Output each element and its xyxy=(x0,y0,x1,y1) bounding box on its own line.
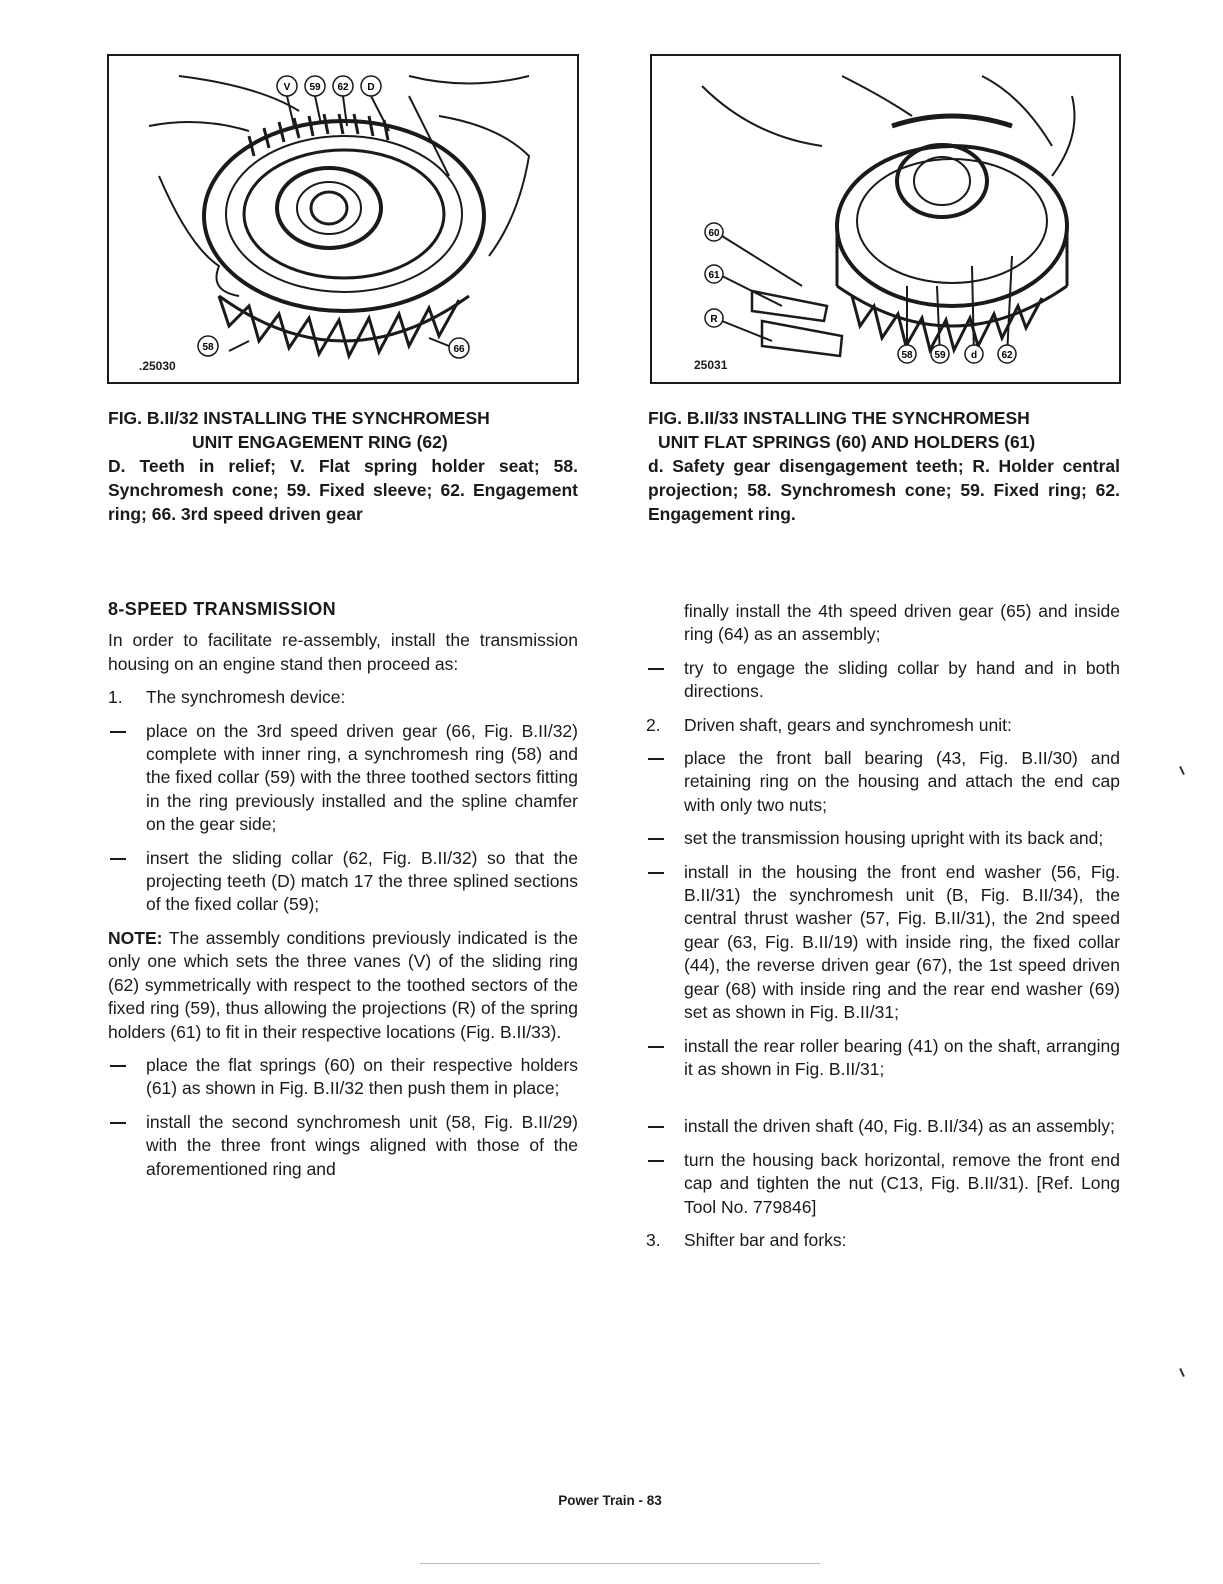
bottom-rule xyxy=(420,1563,820,1564)
spacer xyxy=(646,1091,1120,1115)
callout-59: 59 xyxy=(309,82,321,93)
dash-bullet xyxy=(648,1046,664,1048)
dash-bullet xyxy=(648,668,664,670)
list-item xyxy=(646,1115,1120,1138)
list-item xyxy=(108,720,578,837)
list-item xyxy=(646,657,1120,704)
list-item-text: install in the housing the front end washer (56, Fig. B.II/31) the synchromesh unit (B, Fig. B.II/34), the central thrust washer (57, Fig. B.II/31), the 2nd speed gear (63, Fig. B.II/19) with inside ring, the fixed collar (44), the reverse driven gear (67), the 1st speed driven gear (68) with inside ring and the rear end washer (69) set as shown in Fig. B.II/31; xyxy=(684,861,1120,1023)
step-text: Driven shaft, gears and synchromesh unit: xyxy=(684,714,1012,735)
intro-paragraph: In order to facilitate re-assembly, install the transmission housing on an engine stand then proceed as: xyxy=(108,630,578,674)
list-item xyxy=(646,747,1120,817)
callout-v: V xyxy=(283,82,291,93)
callout-59: 59 xyxy=(934,350,946,361)
synchromesh-engagement-ring-illustration xyxy=(109,56,577,382)
dash-bullet xyxy=(648,758,664,760)
list-item-text: place on the 3rd speed driven gear (66, Fig. B.II/32) complete with inner ring, a synchromesh ring (58) and the fixed collar (59) with the three toothed sectors fitting in the ring previously installed and the spline chamfer on the gear side; xyxy=(146,720,578,835)
note-text: The assembly conditions previously indicated is the only one which sets the three vanes (V) of the sliding ring (62) symmetrically with respect to the toothed sectors of the fixed ring (59), thus allowing the projections (R) of the spring holders (61) to fit in their respective locations (Fig. B.II/33). xyxy=(108,927,579,1042)
list-item-text: turn the housing back horizontal, remove the front end cap and tighten the nut (C13, Fig. B.II/31). [Ref. Long Tool No. 779846] xyxy=(684,1149,1120,1217)
callout-60: 60 xyxy=(708,228,720,239)
figure-number: .25030 xyxy=(139,359,176,373)
list-item-text: install the second synchromesh unit (58, Fig. B.II/29) with the three front wings aligned with those of the aforementioned ring and xyxy=(146,1111,578,1179)
caption-title-line-2: UNIT ENGAGEMENT RING (62) xyxy=(192,432,448,452)
page-footer: Power Train - 83 xyxy=(558,1493,662,1508)
list-item xyxy=(646,1035,1120,1082)
dash-bullet xyxy=(648,872,664,874)
step-2 xyxy=(646,714,1120,737)
list-item-text: install the driven shaft (40, Fig. B.II/34) as an assembly; xyxy=(684,1116,1115,1137)
callout-62: 62 xyxy=(1001,350,1013,361)
list-item xyxy=(108,1054,578,1101)
list-item-text: insert the sliding collar (62, Fig. B.II/32) so that the projecting teeth (D) match 17 the three splined sections of the fixed collar (59); xyxy=(146,847,578,915)
callout-58: 58 xyxy=(901,350,913,361)
caption-legend: d. Safety gear disengagement teeth; R. Holder central projection; 58. Synchromesh cone; 59. Fixed ring; 62. Engagement ring. xyxy=(648,456,1120,524)
step-number: 1. xyxy=(108,687,123,708)
continued-text: finally install the 4th speed driven gear (65) and inside ring (64) as an assembly; xyxy=(684,601,1120,645)
callout-62: 62 xyxy=(337,82,349,93)
dash-bullet xyxy=(648,1160,664,1162)
list-item xyxy=(646,1149,1120,1219)
list-item-text: set the transmission housing upright with its back and; xyxy=(684,828,1104,849)
callout-58: 58 xyxy=(202,342,214,353)
step-text: The synchromesh device: xyxy=(146,687,346,708)
figure-b-ii-32 xyxy=(107,54,579,384)
list-item-text: place the front ball bearing (43, Fig. B.II/30) and retaining ring on the housing and attach the end cap with only two nuts; xyxy=(684,748,1120,815)
dash-bullet xyxy=(648,1126,664,1128)
note-paragraph xyxy=(108,927,578,1044)
caption-fig-b-ii-33 xyxy=(648,406,1120,526)
dash-bullet xyxy=(648,838,664,840)
list-item xyxy=(108,847,578,917)
step-number: 3. xyxy=(646,1229,661,1250)
flat-springs-holders-illustration xyxy=(652,56,1119,382)
step-number: 2. xyxy=(646,714,661,735)
list-item-text: try to engage the sliding collar by hand and in both directions. xyxy=(684,657,1120,702)
dash-bullet xyxy=(110,1122,126,1124)
list-item xyxy=(108,1111,578,1181)
left-column xyxy=(108,598,578,1191)
section-heading: 8-SPEED TRANSMISSION xyxy=(108,599,337,619)
callout-d: D xyxy=(367,82,375,93)
figure-b-ii-33 xyxy=(650,54,1121,384)
list-item-text: install the rear roller bearing (41) on the shaft, arranging it as shown in Fig. B.II/31; xyxy=(684,1035,1120,1079)
dash-bullet xyxy=(110,858,126,860)
caption-title-line-1: FIG. B.II/33 INSTALLING THE SYNCHROMESH xyxy=(648,408,1030,428)
scan-mark xyxy=(1179,1368,1185,1377)
step-text: Shifter bar and forks: xyxy=(684,1229,847,1250)
callout-66: 66 xyxy=(453,344,465,355)
callout-r: R xyxy=(710,314,718,325)
caption-title-line-2: UNIT FLAT SPRINGS (60) AND HOLDERS (61) xyxy=(658,432,1036,452)
list-item-text: place the flat springs (60) on their respective holders (61) as shown in Fig. B.II/32 then push them in place; xyxy=(146,1054,578,1099)
callout-d: d xyxy=(970,350,978,361)
step-1 xyxy=(108,686,578,709)
figure-number: 25031 xyxy=(694,358,728,372)
list-item xyxy=(646,861,1120,1025)
dash-bullet xyxy=(110,1065,126,1067)
caption-fig-b-ii-32 xyxy=(108,406,578,526)
step-3 xyxy=(646,1229,1120,1252)
note-label: NOTE: xyxy=(108,927,163,948)
caption-title-line-1: FIG. B.II/32 INSTALLING THE SYNCHROMESH xyxy=(108,408,490,428)
scan-mark xyxy=(1179,766,1185,775)
caption-legend: D. Teeth in relief; V. Flat spring holder seat; 58. Synchromesh cone; 59. Fixed sleeve; 62. Engagement ring; 66. 3rd speed driven gear xyxy=(108,456,578,524)
dash-bullet xyxy=(110,731,126,733)
list-item xyxy=(646,827,1120,850)
right-column xyxy=(646,600,1120,1262)
callout-61: 61 xyxy=(708,270,720,281)
